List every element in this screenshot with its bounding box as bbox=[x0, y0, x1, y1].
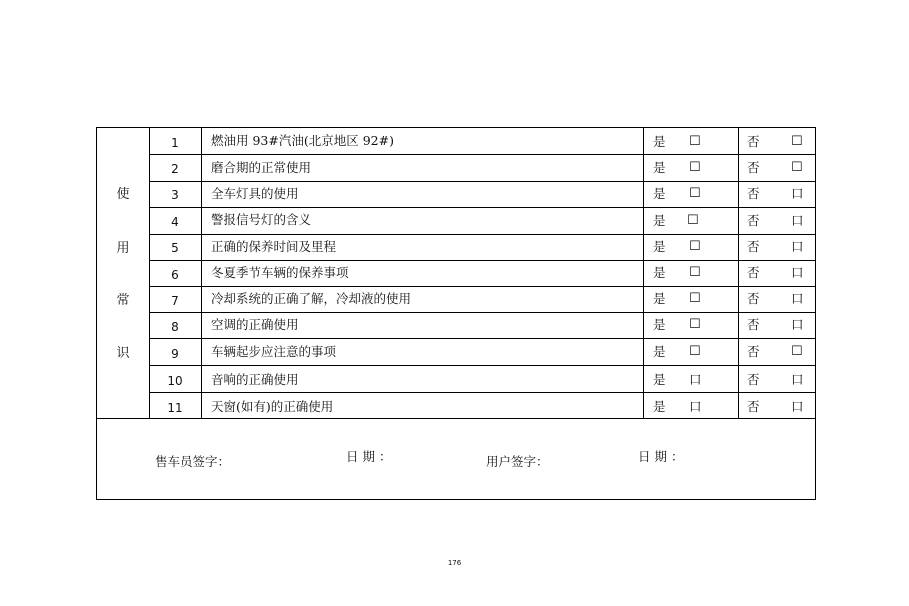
row-number: 3 bbox=[171, 188, 179, 202]
yes-checkbox[interactable]: 口 bbox=[689, 372, 702, 387]
no-checkbox[interactable]: 口 bbox=[791, 372, 804, 387]
yes-label: 是 bbox=[653, 239, 666, 254]
row-divider bbox=[149, 338, 815, 339]
no-label: 否 bbox=[747, 239, 760, 254]
row-number: 10 bbox=[167, 374, 183, 388]
section-label-char: 常 bbox=[116, 293, 130, 308]
section-label-char: 识 bbox=[116, 346, 130, 361]
row-item: 燃油用 93#汽油(北京地区 92#) bbox=[211, 133, 394, 148]
no-checkbox[interactable]: 口 bbox=[791, 265, 804, 280]
row-number: 6 bbox=[171, 268, 179, 282]
row-number: 1 bbox=[171, 136, 179, 150]
no-label: 否 bbox=[747, 399, 760, 414]
no-checkbox[interactable]: 口 bbox=[791, 399, 804, 414]
row-divider bbox=[149, 234, 815, 235]
row-item: 车辆起步应注意的事项 bbox=[211, 344, 337, 359]
row-divider bbox=[149, 207, 815, 208]
row-item: 天窗(如有)的正确使用 bbox=[211, 399, 334, 414]
row-item: 全车灯具的使用 bbox=[211, 186, 299, 201]
yes-checkbox[interactable]: ☐ bbox=[689, 265, 701, 280]
row-divider bbox=[149, 154, 815, 155]
row-divider bbox=[149, 260, 815, 261]
row-item: 警报信号灯的含义 bbox=[211, 212, 312, 227]
yes-checkbox[interactable]: ☐ bbox=[689, 344, 701, 359]
date-label: 日 期 ： bbox=[346, 449, 392, 464]
row-divider bbox=[149, 181, 815, 182]
yes-label: 是 bbox=[653, 160, 666, 175]
row-item: 磨合期的正常使用 bbox=[211, 160, 312, 175]
yes-label: 是 bbox=[653, 399, 666, 414]
row-item: 空调的正确使用 bbox=[211, 317, 299, 332]
no-label: 否 bbox=[747, 134, 760, 149]
no-checkbox[interactable]: ☐ bbox=[791, 160, 803, 175]
no-label: 否 bbox=[747, 317, 760, 332]
yes-checkbox[interactable]: ☐ bbox=[689, 134, 701, 149]
row-item: 冷却系统的正确了解，冷却液的使用 bbox=[211, 291, 412, 306]
salesperson-signature-label: 售车员签字： bbox=[155, 454, 231, 469]
yes-checkbox[interactable]: ☐ bbox=[689, 239, 701, 254]
yes-label: 是 bbox=[653, 291, 666, 306]
no-label: 否 bbox=[747, 265, 760, 280]
no-label: 否 bbox=[747, 344, 760, 359]
section-label-char: 用 bbox=[116, 241, 130, 256]
row-number: 2 bbox=[171, 162, 179, 176]
column-divider bbox=[738, 128, 739, 419]
customer-signature-label: 用户签字： bbox=[486, 454, 549, 469]
row-item: 音响的正确使用 bbox=[211, 372, 299, 387]
no-label: 否 bbox=[747, 160, 760, 175]
yes-checkbox[interactable]: ☐ bbox=[689, 186, 701, 201]
no-checkbox[interactable]: 口 bbox=[791, 291, 804, 306]
row-number: 4 bbox=[171, 215, 179, 229]
no-label: 否 bbox=[747, 372, 760, 387]
no-checkbox[interactable]: 口 bbox=[791, 186, 804, 201]
row-divider bbox=[149, 286, 815, 287]
yes-checkbox[interactable]: ☐ bbox=[689, 291, 701, 306]
row-item: 正确的保养时间及里程 bbox=[211, 239, 337, 254]
yes-label: 是 bbox=[653, 317, 666, 332]
column-divider bbox=[643, 128, 644, 419]
no-checkbox[interactable]: ☐ bbox=[791, 134, 803, 149]
yes-checkbox[interactable]: ☐ bbox=[689, 160, 701, 175]
yes-label: 是 bbox=[653, 372, 666, 387]
no-label: 否 bbox=[747, 186, 760, 201]
signature-divider bbox=[97, 418, 815, 419]
yes-checkbox[interactable]: 口 bbox=[689, 399, 702, 414]
yes-label: 是 bbox=[653, 134, 666, 149]
no-checkbox[interactable]: 口 bbox=[791, 239, 804, 254]
row-number: 5 bbox=[171, 241, 179, 255]
yes-label: 是 bbox=[653, 186, 666, 201]
yes-label: 是 bbox=[653, 265, 666, 280]
column-divider bbox=[201, 128, 202, 419]
row-item: 冬夏季节车辆的保养事项 bbox=[211, 265, 349, 280]
row-number: 11 bbox=[167, 401, 183, 415]
row-number: 7 bbox=[171, 294, 179, 308]
row-number: 8 bbox=[171, 320, 179, 334]
no-label: 否 bbox=[747, 213, 760, 228]
no-checkbox[interactable]: 口 bbox=[791, 317, 804, 332]
no-checkbox[interactable]: ☐ bbox=[791, 344, 803, 359]
page-number: 176 bbox=[447, 559, 462, 567]
row-number: 9 bbox=[171, 347, 179, 361]
row-divider bbox=[149, 365, 815, 366]
yes-checkbox[interactable]: ☐ bbox=[687, 213, 699, 228]
yes-label: 是 bbox=[653, 213, 666, 228]
no-label: 否 bbox=[747, 291, 760, 306]
row-divider bbox=[149, 392, 815, 393]
row-divider bbox=[149, 312, 815, 313]
section-label-char: 使 bbox=[116, 187, 130, 202]
checklist-table bbox=[96, 127, 816, 500]
date-label: 日 期 ： bbox=[638, 449, 684, 464]
yes-label: 是 bbox=[653, 344, 666, 359]
no-checkbox[interactable]: 口 bbox=[791, 213, 804, 228]
yes-checkbox[interactable]: ☐ bbox=[689, 317, 701, 332]
